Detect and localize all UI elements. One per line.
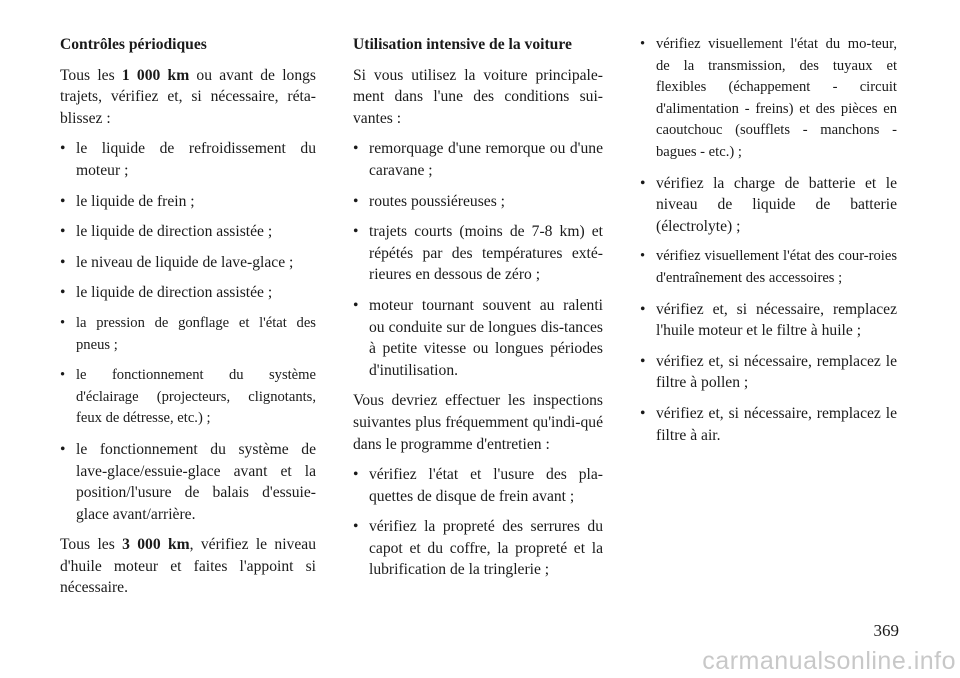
- list-item-text: remorquage d'une remorque ou d'une caravane ;: [369, 140, 603, 179]
- bullet-icon: •: [353, 466, 359, 484]
- list-item: [60, 138, 316, 181]
- bullet-icon: •: [640, 174, 646, 192]
- bullet-icon: •: [640, 300, 646, 318]
- list-item-text: le liquide de direction assistée ;: [76, 223, 273, 241]
- list-item-text: vérifiez la propreté des serrures du capot et du coffre, la propreté et la lubrification de la tringlerie ;: [369, 518, 603, 579]
- bullet-icon: •: [60, 192, 66, 210]
- list-item: [60, 313, 316, 356]
- section-heading: Contrôles périodiques: [60, 36, 207, 53]
- inspection-list-continued: [640, 34, 897, 446]
- list-item-text: trajets courts (moins de 7-8 km) et répétés par des températures exté-rieures en dessous de zéro ;: [369, 223, 603, 284]
- list-item: [640, 173, 897, 238]
- list-item: [60, 282, 316, 304]
- list-item-text: le liquide de frein ;: [76, 192, 195, 210]
- bullet-icon: •: [640, 248, 646, 265]
- list-item-text: vérifiez visuellement l'état du mo-teur, de la transmission, des tuyaux et flexibles (échappement - circuit d'alimentation - freins) et des pièces en caoutchouc (soufflets - manchons - bagues - etc.) ;: [656, 36, 897, 160]
- conditions-list: [353, 138, 603, 381]
- inspection-list: [353, 464, 603, 581]
- section-heading: Utilisation intensive de la voiture: [353, 36, 572, 53]
- list-item-text: moteur tournant souvent au ralenti ou conduite sur de longues dis-tances à petite vitesse ou longues périodes d'inutilisation.: [369, 296, 603, 379]
- bullet-icon: •: [60, 367, 66, 384]
- bullet-icon: •: [60, 223, 66, 241]
- list-item-text: le liquide de refroidissement du moteur ;: [76, 140, 316, 179]
- list-item: [353, 221, 603, 286]
- intro-paragraph: Si vous utilisez la voiture principale-ment dans l'une des conditions sui-vantes :: [353, 66, 603, 127]
- list-item-text: vérifiez visuellement l'état des cour-roies d'entraînement des accessoires ;: [656, 248, 897, 286]
- page-number: 369: [873, 621, 899, 640]
- list-item-text: le niveau de liquide de lave-glace ;: [76, 253, 294, 271]
- list-item: [640, 246, 897, 289]
- bullet-icon: •: [60, 314, 66, 331]
- list-item: [353, 464, 603, 507]
- column-right: [640, 34, 897, 455]
- list-item-text: vérifiez et, si nécessaire, remplacez le filtre à air.: [656, 404, 897, 444]
- list-item: [640, 403, 897, 446]
- list-item-text: vérifiez la charge de batterie et le niveau de liquide de batterie (électrolyte) ;: [656, 174, 897, 235]
- intro-text: ou avant de longs trajets, vérifiez et, si nécessaire, réta-blissez :: [60, 66, 316, 127]
- list-item: [353, 295, 603, 381]
- bullet-icon: •: [60, 440, 66, 458]
- list-item: [640, 351, 897, 394]
- list-item: [60, 252, 316, 274]
- list-item: [60, 439, 316, 525]
- column-middle: [353, 34, 603, 590]
- column-left: [60, 34, 316, 608]
- bullet-icon: •: [353, 192, 359, 210]
- bullet-icon: •: [60, 284, 66, 302]
- bullet-icon: •: [640, 404, 646, 422]
- bullet-icon: •: [60, 140, 66, 158]
- list-item-text: vérifiez et, si nécessaire, remplacez le filtre à pollen ;: [656, 352, 897, 392]
- bullet-icon: •: [640, 36, 646, 52]
- list-item: [60, 365, 316, 430]
- outro-text: , vérifiez le niveau d'huile moteur et faites l'appoint si nécessaire.: [60, 536, 316, 597]
- list-item-text: le fonctionnement du système de lave-glace/essuie-glace avant et la position/l'usure de balais d'essuie-glace avant/arrière.: [76, 440, 316, 523]
- outro-text: Tous les: [60, 536, 123, 554]
- bullet-icon: •: [60, 253, 66, 271]
- list-item-text: le liquide de direction assistée ;: [76, 284, 273, 302]
- list-item: [353, 516, 603, 581]
- watermark: carmanualsonline.info: [702, 647, 956, 675]
- interval-3000km: 3 000 km: [122, 536, 190, 554]
- outro-paragraph: [60, 534, 316, 599]
- list-item-text: routes poussiéreuses ;: [369, 192, 505, 210]
- list-item: [640, 34, 897, 164]
- bullet-icon: •: [640, 352, 646, 370]
- intro-text: Tous les: [60, 66, 122, 84]
- list-item: [60, 191, 316, 213]
- bullet-icon: •: [353, 518, 359, 536]
- list-item: [353, 191, 603, 213]
- checklist: [60, 138, 316, 525]
- intro-paragraph: [60, 65, 316, 130]
- interval-1000km: 1 000 km: [121, 66, 190, 84]
- list-item: [640, 299, 897, 342]
- bullet-icon: •: [353, 223, 359, 241]
- list-item-text: vérifiez et, si nécessaire, remplacez l'huile moteur et le filtre à huile ;: [656, 300, 897, 340]
- list-item: [60, 221, 316, 243]
- list-item-text: vérifiez l'état et l'usure des pla-quettes de disque de frein avant ;: [369, 466, 603, 505]
- inspection-paragraph: Vous devriez effectuer les inspections suivantes plus fréquemment qu'indi-qué dans le programme d'entretien :: [353, 392, 603, 453]
- list-item-text: la pression de gonflage et l'état des pneus ;: [76, 314, 316, 353]
- bullet-icon: •: [353, 140, 359, 158]
- list-item-text: le fonctionnement du système d'éclairage (projecteurs, clignotants, feux de détresse, etc.) ;: [76, 367, 316, 427]
- bullet-icon: •: [353, 296, 359, 314]
- list-item: [353, 138, 603, 181]
